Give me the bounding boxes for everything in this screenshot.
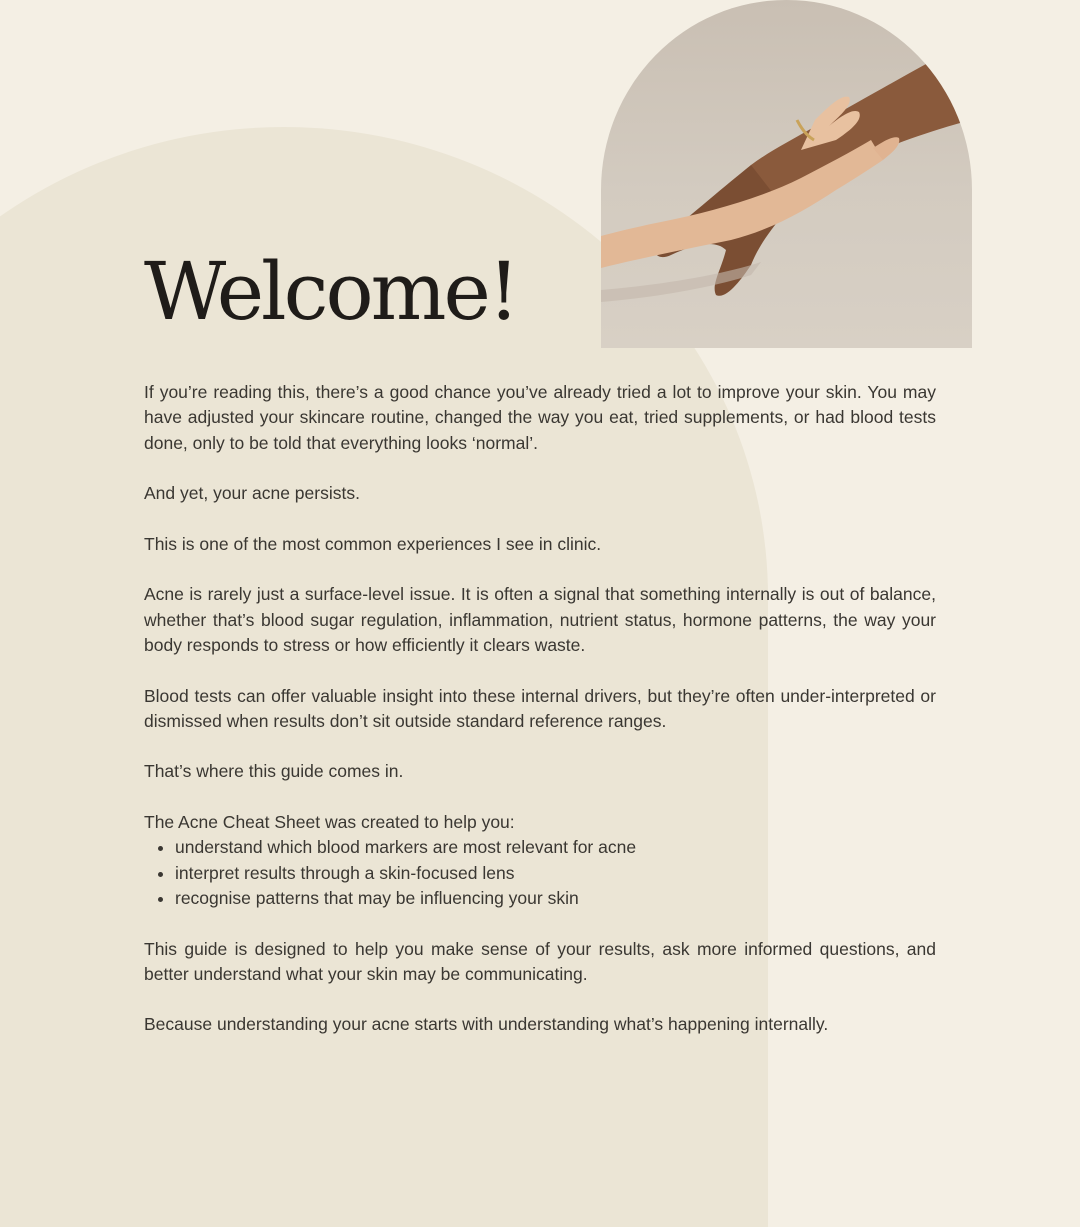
hands-photo <box>601 0 972 348</box>
page-title: Welcome! <box>144 245 517 338</box>
list-item: • interpret results through a skin-focused lens <box>175 861 936 886</box>
body-text <box>144 380 936 1063</box>
closing-paragraph: Because understanding your acne starts with understanding what’s happening internally. <box>144 1014 829 1035</box>
list-item: • recognise patterns that may be influencing your skin <box>175 886 936 911</box>
guide-intro-paragraph: That’s where this guide comes in. <box>144 761 404 782</box>
intro-paragraph: If you’re reading this, there’s a good chance you’ve already tried a lot to improve your skin. You may have adjusted your skincare routine, changed the way you eat, tried supplements, or had blood tests done, only to be told that everything looks ‘normal’. <box>144 382 936 453</box>
list-item: • understand which blood markers are most relevant for acne <box>175 835 936 860</box>
hands-illustration <box>601 0 972 348</box>
blood-tests-paragraph: Blood tests can offer valuable insight into these internal drivers, but they’re often under-interpreted or dismissed when results don’t sit outside standard reference ranges. <box>144 685 936 731</box>
acne-persists-paragraph: And yet, your acne persists. <box>144 483 360 504</box>
cheat-sheet-paragraph: The Acne Cheat Sheet was created to help you: <box>144 812 515 833</box>
clinic-paragraph: This is one of the most common experiences I see in clinic. <box>144 533 602 554</box>
internal-balance-paragraph: Acne is rarely just a surface-level issue. It is often a signal that something internally is out of balance, whether that’s blood sugar regulation, inflammation, nutrient status, hormone patterns, the way your body responds to stress or how efficiently it clears waste. <box>144 584 936 655</box>
guide-purpose-paragraph: This guide is designed to help you make sense of your results, ask more informed questions, and better understand what your skin may be communicating. <box>144 938 936 984</box>
benefits-list <box>144 835 936 911</box>
